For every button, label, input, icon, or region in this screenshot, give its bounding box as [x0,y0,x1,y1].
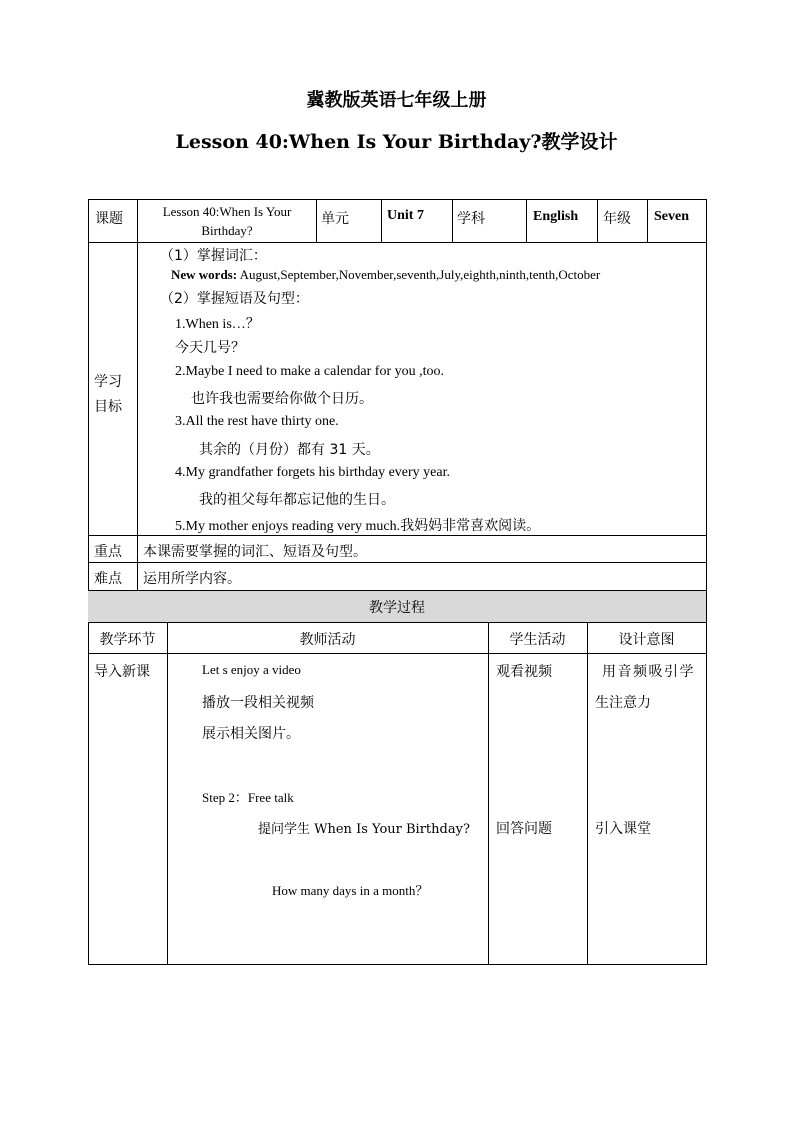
header-student-activity: 学生活动 [509,632,566,648]
teacher-step-1: Let s enjoy a video [202,662,301,677]
new-words-label: New words: [171,267,238,282]
unit-value: Unit 7 [387,208,424,223]
topic-value-line1: Lesson 40:When Is Your [162,204,292,219]
difficulties-label: 难点 [94,571,122,587]
intent-2: 生注意力 [595,695,651,711]
student-activity-2: 回答问题 [496,821,552,837]
sentence-1: 1.When is…？ [175,317,260,332]
sentence-4: 4.My grandfather forgets his birthday every year. [175,465,450,480]
teacher-step-3: 展示相关图片。 [202,726,300,742]
new-words-list: August,September,November,seventh,July,eighth,ninth,tenth,October [237,267,601,282]
student-activity-1: 观看视频 [496,664,552,680]
teacher-step-5: 提问学生 When Is Your Birthday? [258,822,470,837]
header-teacher-activity: 教师活动 [299,632,356,648]
unit-label: 单元 [321,211,349,227]
sentence-2-cn: 也许我也需要给你做个日历。 [191,391,373,407]
document-title: 冀教版英语七年级上册 [306,90,487,111]
sentence-1-cn: 今天几号？ [175,340,245,356]
header-design-intent: 设计意图 [618,632,675,648]
teacher-step-6: How many days in a month？ [272,883,429,898]
key-points-value: 本课需要掌握的词汇、短语及句型。 [143,544,367,560]
objective-vocab-heading: （1）掌握词汇： [160,248,267,264]
header-stage: 教学环节 [99,632,156,648]
sentence-5-cn: 我妈妈非常喜欢阅读。 [400,518,541,534]
teacher-step-4: Step 2：Free talk [202,790,294,805]
intent-1: 用音频吸引学 [602,664,695,680]
sentence-3-cn: 其余的（月份）都有 31 天。 [199,442,380,458]
intent-3: 引入课堂 [595,821,651,837]
new-words-line [171,267,600,283]
sentence-5-line [175,515,540,535]
subject-value: English [533,209,579,224]
sentence-4-cn: 我的祖父每年都忘记他的生日。 [199,492,395,508]
subject-label: 学科 [457,211,485,227]
key-points-label: 重点 [94,544,122,560]
grade-label: 年级 [603,211,631,227]
sentence-2: 2.Maybe I need to make a calendar for you ,too. [175,364,445,379]
objectives-label-line2: 目标 [94,399,122,415]
grade-value: Seven [654,209,689,224]
teacher-step-2: 播放一段相关视频 [202,695,314,711]
stage-intro: 导入新课 [94,664,150,680]
process-band-title: 教学过程 [369,600,425,616]
topic-value-line2: Birthday? [201,223,253,238]
document-subtitle: Lesson 40:When Is Your Birthday?教学设计 [175,131,618,153]
topic-label: 课题 [95,211,123,227]
objectives-label-line1: 学习 [94,374,122,390]
objective-phrases-heading: （2）掌握短语及句型： [160,291,309,307]
sentence-5: 5.My mother enjoys reading very much. [175,519,401,534]
difficulties-value: 运用所学内容。 [143,571,241,587]
sentence-3: 3.All the rest have thirty one. [175,414,339,429]
